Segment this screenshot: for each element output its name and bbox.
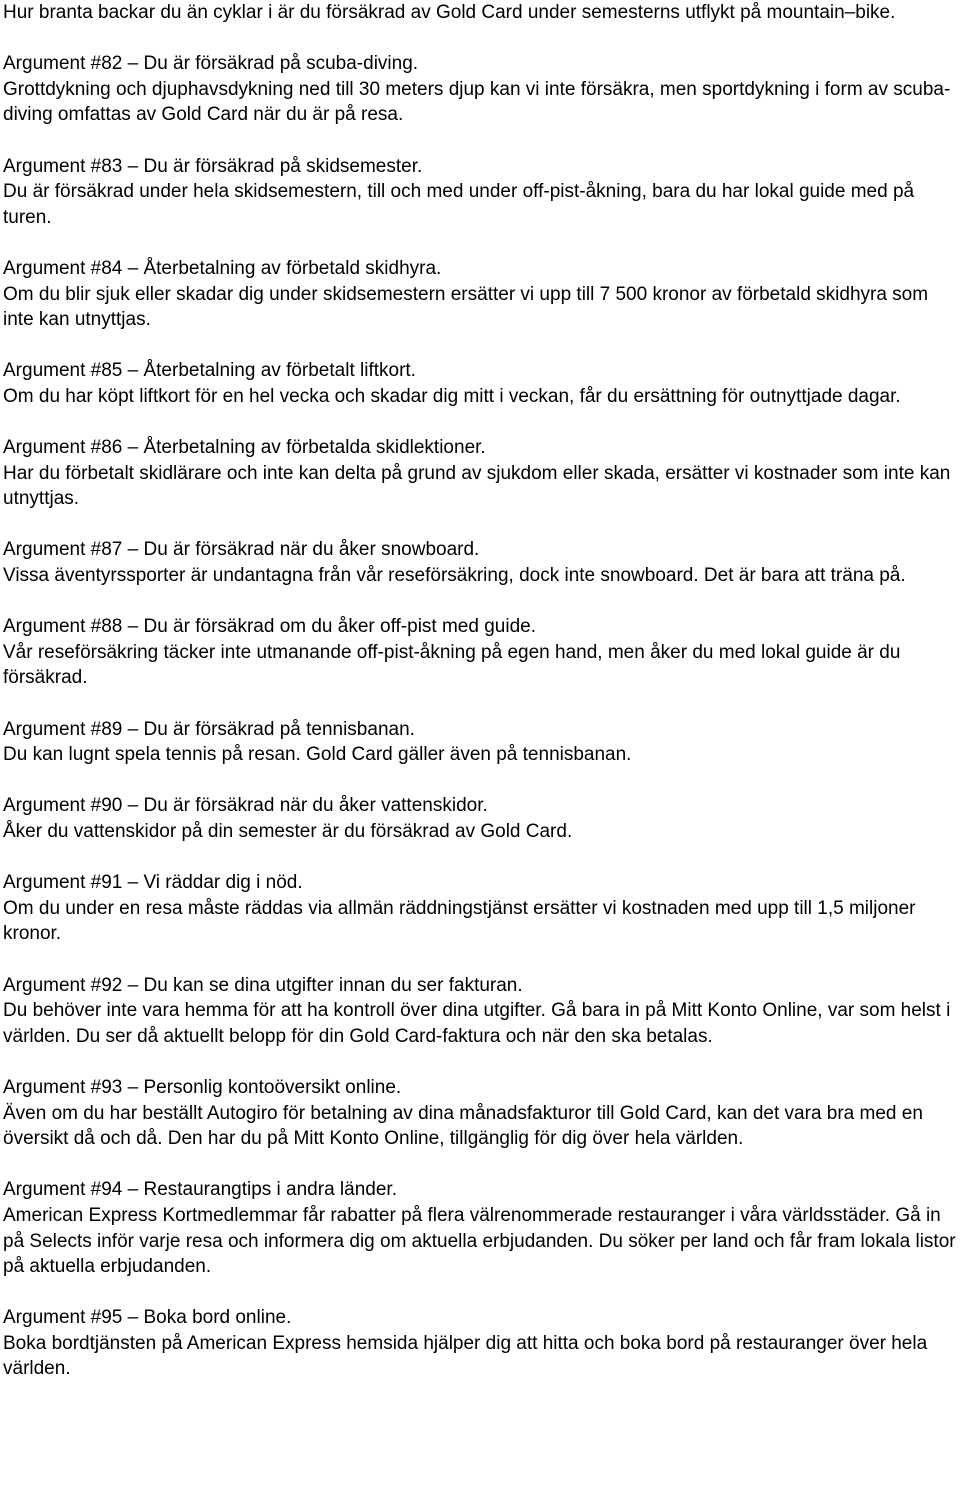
- argument-91: [3, 870, 958, 947]
- argument-heading: Argument #94 – Restaurangtips i andra länder.: [3, 1179, 397, 1201]
- argument-85: [3, 358, 958, 409]
- argument-heading: Argument #86 – Återbetalning av förbetalda skidlektioner.: [3, 437, 486, 459]
- argument-body: Om du blir sjuk eller skadar dig under skidsemestern ersätter vi upp till 7 500 kronor av förbetald skidhyra som inte kan utnyttjas.: [3, 283, 929, 331]
- argument-body: Boka bordtjänsten på American Express hemsida hjälper dig att hitta och boka bord på restauranger över hela världen.: [3, 1332, 928, 1380]
- argument-heading: Argument #83 – Du är försäkrad på skidsemester.: [3, 155, 423, 177]
- argument-heading: Argument #82 – Du är försäkrad på scuba-diving.: [3, 53, 419, 75]
- argument-body: Om du har köpt liftkort för en hel vecka och skadar dig mitt i veckan, får du ersättning för outnyttjade dagar.: [3, 385, 901, 407]
- argument-heading: Argument #91 – Vi räddar dig i nöd.: [3, 872, 303, 894]
- argument-body: Du är försäkrad under hela skidsemestern, till och med under off-pist-åkning, bara du har lokal guide med på turen.: [3, 181, 915, 228]
- argument-84: [3, 256, 958, 333]
- argument-body: Grottdykning och djuphavsdykning ned till 30 meters djup kan vi inte försäkra, men sportdykning i form av scuba-diving omfattas av Gold Card när du är på resa.: [3, 78, 951, 126]
- argument-heading: Argument #95 – Boka bord online.: [3, 1307, 292, 1329]
- argument-82: [3, 51, 958, 128]
- argument-body: Åker du vattenskidor på din semester är du försäkrad av Gold Card.: [3, 821, 573, 842]
- argument-body: Har du förbetalt skidlärare och inte kan delta på grund av sjukdom eller skada, ersätter vi kostnader som inte kan utnyttjas.: [3, 462, 951, 510]
- argument-body: Även om du har beställt Autogiro för betalning av dina månadsfakturor till Gold Card, kan det vara bra med en översikt då och då. Den har du på Mitt Konto Online, tillgänglig för dig över hela världen.: [3, 1102, 923, 1150]
- argument-86: [3, 435, 958, 512]
- argument-body: Du behöver inte vara hemma för att ha kontroll över dina utgifter. Gå bara in på Mitt Konto Online, var som helst i världen. Du ser då aktuellt belopp för din Gold Card-faktura och när den ska betalas.: [3, 1000, 951, 1047]
- argument-89: [3, 717, 958, 768]
- argument-87: [3, 537, 958, 588]
- argument-95: [3, 1305, 958, 1382]
- argument-body: Vår reseförsäkring täcker inte utmanande off-pist-åkning på egen hand, men åker du med lokal guide är du försäkrad.: [3, 641, 901, 689]
- argument-90: [3, 793, 958, 844]
- argument-heading: Argument #88 – Du är försäkrad om du åker off-pist med guide.: [3, 616, 536, 638]
- argument-93: [3, 1075, 958, 1152]
- argument-heading: Argument #84 – Återbetalning av förbetald skidhyra.: [3, 257, 442, 279]
- argument-body: Om du under en resa måste räddas via allmän räddningstjänst ersätter vi kostnaden med upp till 1,5 miljoner kronor.: [3, 897, 916, 945]
- argument-heading: Argument #89 – Du är försäkrad på tennisbanan.: [3, 718, 415, 740]
- argument-heading: Argument #85 – Återbetalning av förbetalt liftkort.: [3, 360, 416, 382]
- argument-92: [3, 973, 958, 1050]
- argument-body: American Express Kortmedlemmar får rabatter på flera välrenommerade restauranger i våra världsstäder. Gå in på Selects inför varje resa och informera dig om aktuella erbjudanden. Du söker per land och får fram lokala listor på aktuella erbjudanden.: [3, 1204, 956, 1278]
- argument-heading: Argument #87 – Du är försäkrad när du åker snowboard.: [3, 539, 480, 561]
- document-page: [3, 0, 958, 1408]
- argument-83: [3, 154, 958, 231]
- argument-body: Vissa äventyrssporter är undantagna från vår reseförsäkring, dock inte snowboard. Det är bara att träna på.: [3, 565, 906, 587]
- argument-88: [3, 614, 958, 691]
- argument-body: Du kan lugnt spela tennis på resan. Gold Card gäller även på tennisbanan.: [3, 744, 632, 766]
- argument-heading: Argument #93 – Personlig kontoöversikt online.: [3, 1076, 402, 1098]
- argument-94: [3, 1177, 958, 1279]
- argument-heading: Argument #92 – Du kan se dina utgifter innan du ser fakturan.: [3, 974, 523, 996]
- argument-heading: Argument #90 – Du är försäkrad när du åker vattenskidor.: [3, 795, 488, 817]
- intro-paragraph: Hur branta backar du än cyklar i är du försäkrad av Gold Card under semesterns utflykt på mountain–bike.: [3, 2, 896, 23]
